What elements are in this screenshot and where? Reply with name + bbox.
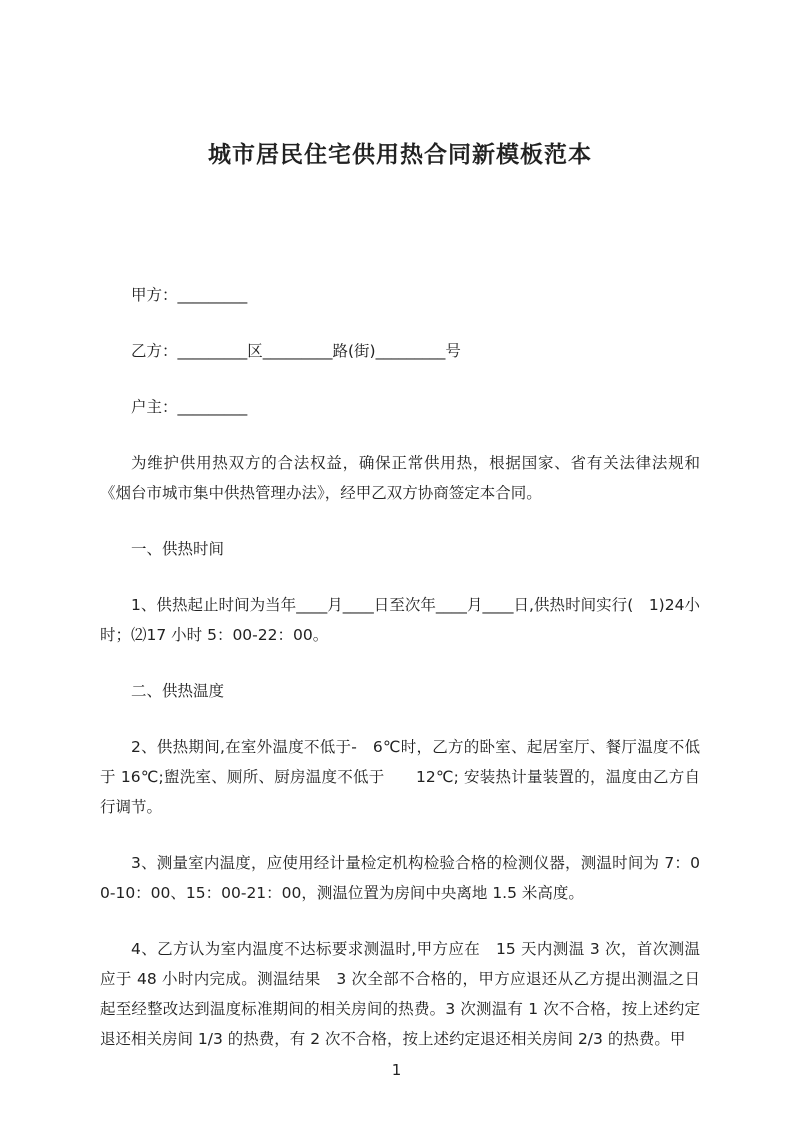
section-1-paragraph-1: 1、供热起止时间为当年____月____日至次年____月____日,供热时间实行( 1)24小时；⑵17 小时 5：00-22：00。 [100, 596, 700, 644]
document-title: 城市居民住宅供用热合同新模板范本 [208, 142, 592, 168]
section-2-paragraph-2: 3、测量室内温度，应使用经计量检定机构检验合格的检测仪器，测温时间为 7：00-10：00、15：00-21：00，测温位置为房间中央离地 1.5 米高度。 [100, 854, 700, 902]
intro-paragraph: 为维护供用热双方的合法权益，确保正常供用热，根据国家、省有关法律法规和《烟台市城市集中供热管理办法》，经甲乙双方协商签定本合同。 [100, 454, 700, 502]
householder-field: 户主：_________ [131, 398, 248, 416]
page-number: 1 [391, 1061, 402, 1079]
document-content [100, 140, 700, 1080]
section-2-paragraph-1: 2、供热期间,在室外温度不低于- 6℃时，乙方的卧室、起居室厅、餐厅温度不低于 16℃;盥洗室、厕所、厨房温度不低于 12℃; 安装热计量装置的，温度由乙方自行调节。 [100, 738, 700, 816]
section-1-heading: 一、供热时间 [131, 540, 225, 558]
party-b-field: 乙方：_________区_________路(街)_________号 [131, 342, 461, 360]
section-2-paragraph-3: 4、乙方认为室内温度不达标要求测温时,甲方应在 15 天内测温 3 次，首次测温应于 48 小时内完成。测温结果 3 次全部不合格的，甲方应退还从乙方提出测温之日起至经整改达到温度标准期间的相关房间的热费。3 次测温有 1 次不合格，按上述约定退还相关房间 1/3 的热费，有 2 次不合格，按上述约定退还相关房间 2/3 的热费。甲 [100, 940, 700, 1048]
party-a-field: 甲方：_________ [131, 286, 248, 304]
section-2-heading: 二、供热温度 [131, 682, 225, 700]
